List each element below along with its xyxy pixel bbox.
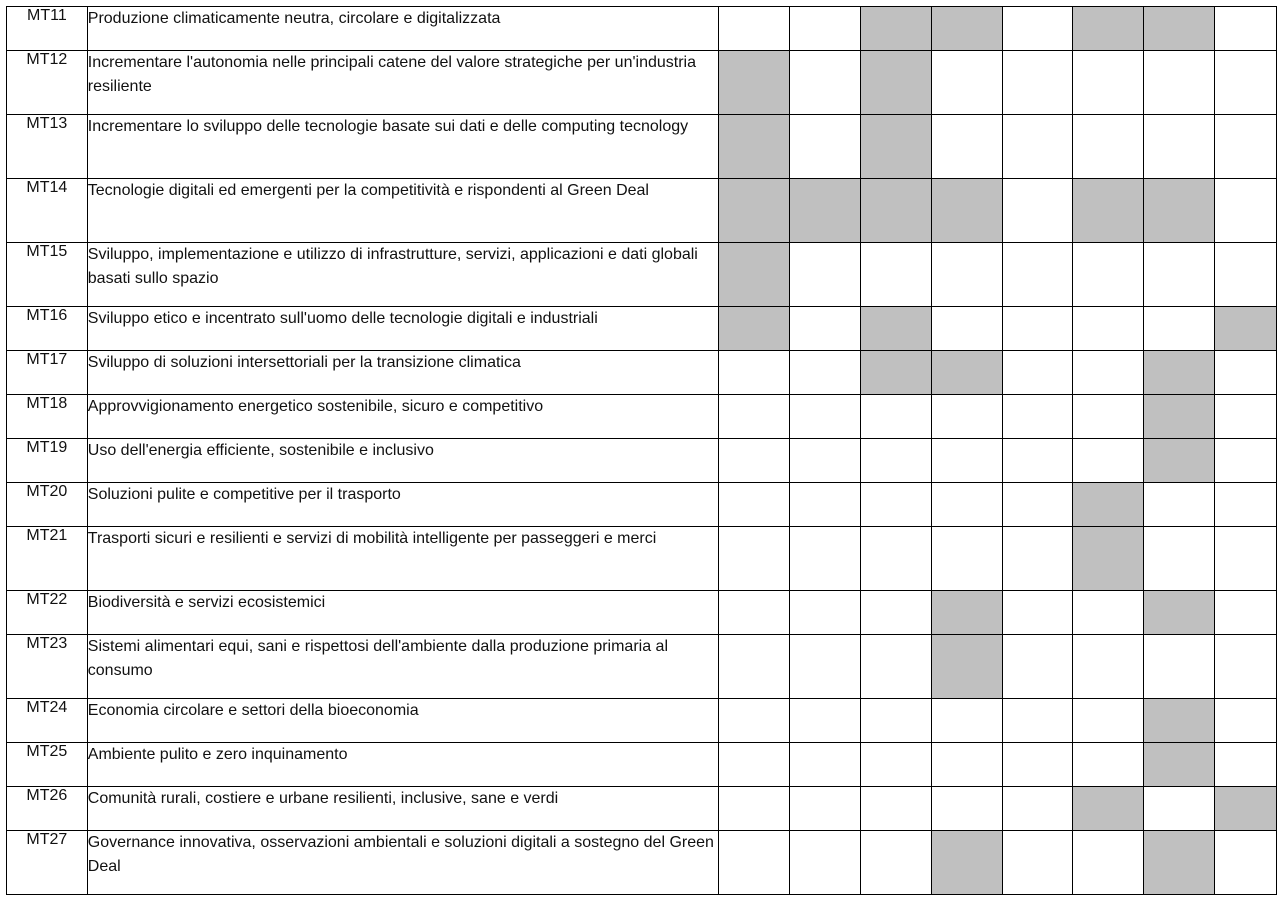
row-code: MT21 [7, 527, 88, 591]
matrix-cell-marked [1214, 307, 1276, 351]
matrix-cell [1073, 831, 1144, 895]
matrix-cell [1073, 699, 1144, 743]
row-description: Governance innovativa, osservazioni ambientali e soluzioni digitali a sostegno del Green Deal [87, 831, 719, 895]
matrix-cell [1144, 307, 1215, 351]
matrix-cell [790, 483, 861, 527]
matrix-cell [1214, 351, 1276, 395]
row-code: MT14 [7, 179, 88, 243]
row-code: MT24 [7, 699, 88, 743]
matrix-cell [860, 591, 931, 635]
matrix-cell [1002, 351, 1073, 395]
matrix-cell-marked [860, 51, 931, 115]
matrix-cell [1144, 243, 1215, 307]
matrix-cell [1073, 351, 1144, 395]
row-description: Comunità rurali, costiere e urbane resilienti, inclusive, sane e verdi [87, 787, 719, 831]
matrix-cell-marked [860, 179, 931, 243]
matrix-cell [860, 483, 931, 527]
matrix-cell [1073, 115, 1144, 179]
matrix-cell [719, 743, 790, 787]
matrix-cell [1073, 591, 1144, 635]
matrix-cell-marked [931, 591, 1002, 635]
matrix-cell-marked [1144, 743, 1215, 787]
matrix-cell [719, 831, 790, 895]
row-code: MT11 [7, 7, 88, 51]
matrix-cell [790, 699, 861, 743]
matrix-cell [790, 115, 861, 179]
matrix-cell [1002, 831, 1073, 895]
row-description: Soluzioni pulite e competitive per il trasporto [87, 483, 719, 527]
matrix-cell-marked [1073, 787, 1144, 831]
matrix-cell [931, 787, 1002, 831]
mission-topic-matrix [6, 6, 1277, 895]
matrix-cell-marked [1144, 439, 1215, 483]
table-row [7, 243, 1277, 307]
matrix-cell [719, 527, 790, 591]
matrix-cell [1002, 51, 1073, 115]
row-description: Approvvigionamento energetico sostenibile, sicuro e competitivo [87, 395, 719, 439]
table-row [7, 51, 1277, 115]
row-code: MT18 [7, 395, 88, 439]
matrix-cell-marked [931, 635, 1002, 699]
matrix-cell [1214, 7, 1276, 51]
matrix-cell-marked [1214, 787, 1276, 831]
matrix-cell [1002, 527, 1073, 591]
matrix-cell-marked [1073, 179, 1144, 243]
matrix-cell-marked [1144, 7, 1215, 51]
matrix-cell [931, 307, 1002, 351]
matrix-cell [1214, 51, 1276, 115]
matrix-cell-marked [719, 115, 790, 179]
matrix-cell [931, 527, 1002, 591]
matrix-cell [1073, 51, 1144, 115]
matrix-cell [1144, 483, 1215, 527]
matrix-cell [1214, 439, 1276, 483]
row-description: Economia circolare e settori della bioeconomia [87, 699, 719, 743]
row-code: MT20 [7, 483, 88, 527]
table-row [7, 831, 1277, 895]
table-row [7, 787, 1277, 831]
matrix-cell-marked [719, 243, 790, 307]
matrix-cell [790, 591, 861, 635]
matrix-cell-marked [1073, 527, 1144, 591]
matrix-cell [860, 395, 931, 439]
matrix-cell [931, 483, 1002, 527]
matrix-cell [1002, 307, 1073, 351]
table-row [7, 483, 1277, 527]
row-description: Sviluppo, implementazione e utilizzo di infrastrutture, servizi, applicazioni e dati globali basati sullo spazio [87, 243, 719, 307]
matrix-cell-marked [719, 179, 790, 243]
row-code: MT13 [7, 115, 88, 179]
row-description: Biodiversità e servizi ecosistemici [87, 591, 719, 635]
table-row [7, 307, 1277, 351]
matrix-cell [1214, 179, 1276, 243]
matrix-cell [1002, 699, 1073, 743]
matrix-cell-marked [1073, 7, 1144, 51]
table-row [7, 635, 1277, 699]
row-description: Uso dell'energia efficiente, sostenibile e inclusivo [87, 439, 719, 483]
matrix-cell-marked [931, 179, 1002, 243]
matrix-cell [1073, 243, 1144, 307]
matrix-cell [1073, 743, 1144, 787]
table-row [7, 351, 1277, 395]
matrix-cell [1144, 787, 1215, 831]
matrix-cell [1002, 787, 1073, 831]
matrix-cell [1002, 115, 1073, 179]
table-row [7, 527, 1277, 591]
row-description: Incrementare lo sviluppo delle tecnologie basate sui dati e delle computing tecnology [87, 115, 719, 179]
matrix-cell [860, 243, 931, 307]
matrix-cell-marked [1144, 179, 1215, 243]
matrix-cell [1214, 699, 1276, 743]
row-description: Produzione climaticamente neutra, circolare e digitalizzata [87, 7, 719, 51]
matrix-cell [1144, 527, 1215, 591]
matrix-cell [1214, 635, 1276, 699]
matrix-cell [790, 635, 861, 699]
matrix-cell [1002, 591, 1073, 635]
matrix-cell [860, 787, 931, 831]
matrix-cell-marked [1144, 395, 1215, 439]
table-row [7, 7, 1277, 51]
table-row [7, 743, 1277, 787]
table-row [7, 591, 1277, 635]
row-code: MT16 [7, 307, 88, 351]
matrix-cell [1073, 307, 1144, 351]
row-code: MT19 [7, 439, 88, 483]
matrix-cell [719, 699, 790, 743]
row-code: MT12 [7, 51, 88, 115]
row-code: MT17 [7, 351, 88, 395]
matrix-cell-marked [790, 179, 861, 243]
matrix-cell [860, 699, 931, 743]
matrix-cell-marked [719, 307, 790, 351]
row-code: MT22 [7, 591, 88, 635]
matrix-cell [1073, 395, 1144, 439]
matrix-cell [931, 699, 1002, 743]
matrix-cell [860, 527, 931, 591]
matrix-cell [1002, 179, 1073, 243]
matrix-cell [1002, 243, 1073, 307]
row-code: MT25 [7, 743, 88, 787]
matrix-cell [719, 635, 790, 699]
row-code: MT23 [7, 635, 88, 699]
matrix-cell [931, 395, 1002, 439]
matrix-cell-marked [1144, 591, 1215, 635]
matrix-cell [931, 439, 1002, 483]
matrix-cell-marked [860, 307, 931, 351]
matrix-cell-marked [931, 7, 1002, 51]
row-code: MT27 [7, 831, 88, 895]
matrix-cell [1214, 115, 1276, 179]
matrix-cell [931, 115, 1002, 179]
matrix-cell [860, 743, 931, 787]
matrix-cell [1002, 635, 1073, 699]
matrix-cell [931, 243, 1002, 307]
matrix-cell-marked [1144, 699, 1215, 743]
matrix-cell-marked [1144, 351, 1215, 395]
matrix-cell [790, 831, 861, 895]
matrix-cell [790, 351, 861, 395]
matrix-cell [719, 591, 790, 635]
matrix-cell [790, 787, 861, 831]
matrix-cell-marked [931, 831, 1002, 895]
table-row [7, 395, 1277, 439]
matrix-cell [719, 483, 790, 527]
matrix-cell [790, 527, 861, 591]
row-description: Tecnologie digitali ed emergenti per la competitività e rispondenti al Green Deal [87, 179, 719, 243]
matrix-cell [719, 395, 790, 439]
matrix-cell [1144, 51, 1215, 115]
row-description: Incrementare l'autonomia nelle principali catene del valore strategiche per un'industria resiliente [87, 51, 719, 115]
matrix-cell [1214, 743, 1276, 787]
matrix-cell [860, 635, 931, 699]
matrix-cell [790, 307, 861, 351]
matrix-cell [1214, 831, 1276, 895]
matrix-cell [1214, 243, 1276, 307]
matrix-cell-marked [931, 351, 1002, 395]
row-description: Sistemi alimentari equi, sani e rispettosi dell'ambiente dalla produzione primaria al consumo [87, 635, 719, 699]
matrix-cell-marked [719, 51, 790, 115]
matrix-cell [1002, 395, 1073, 439]
matrix-cell [860, 831, 931, 895]
matrix-cell [719, 787, 790, 831]
matrix-cell [790, 243, 861, 307]
matrix-cell [1073, 635, 1144, 699]
matrix-cell [1002, 7, 1073, 51]
matrix-cell [1214, 527, 1276, 591]
matrix-cell [860, 439, 931, 483]
matrix-cell [790, 743, 861, 787]
matrix-cell [1002, 743, 1073, 787]
row-description: Ambiente pulito e zero inquinamento [87, 743, 719, 787]
row-description: Trasporti sicuri e resilienti e servizi di mobilità intelligente per passeggeri e merci [87, 527, 719, 591]
matrix-cell [790, 439, 861, 483]
table-row [7, 179, 1277, 243]
matrix-cell-marked [1144, 831, 1215, 895]
matrix-body [7, 7, 1277, 895]
matrix-cell-marked [1073, 483, 1144, 527]
row-description: Sviluppo di soluzioni intersettoriali per la transizione climatica [87, 351, 719, 395]
matrix-cell [790, 7, 861, 51]
matrix-cell [1214, 591, 1276, 635]
matrix-cell [1144, 635, 1215, 699]
matrix-cell-marked [860, 115, 931, 179]
matrix-cell [1214, 395, 1276, 439]
matrix-cell [931, 51, 1002, 115]
table-row [7, 439, 1277, 483]
matrix-cell [719, 7, 790, 51]
matrix-cell [719, 351, 790, 395]
matrix-cell [1073, 439, 1144, 483]
matrix-cell [719, 439, 790, 483]
matrix-cell [931, 743, 1002, 787]
row-code: MT26 [7, 787, 88, 831]
matrix-cell-marked [860, 351, 931, 395]
matrix-cell [1144, 115, 1215, 179]
row-code: MT15 [7, 243, 88, 307]
table-row [7, 699, 1277, 743]
matrix-cell [790, 395, 861, 439]
row-description: Sviluppo etico e incentrato sull'uomo delle tecnologie digitali e industriali [87, 307, 719, 351]
matrix-cell [1002, 439, 1073, 483]
matrix-cell [1002, 483, 1073, 527]
matrix-cell [1214, 483, 1276, 527]
matrix-cell-marked [860, 7, 931, 51]
matrix-cell [790, 51, 861, 115]
table-row [7, 115, 1277, 179]
